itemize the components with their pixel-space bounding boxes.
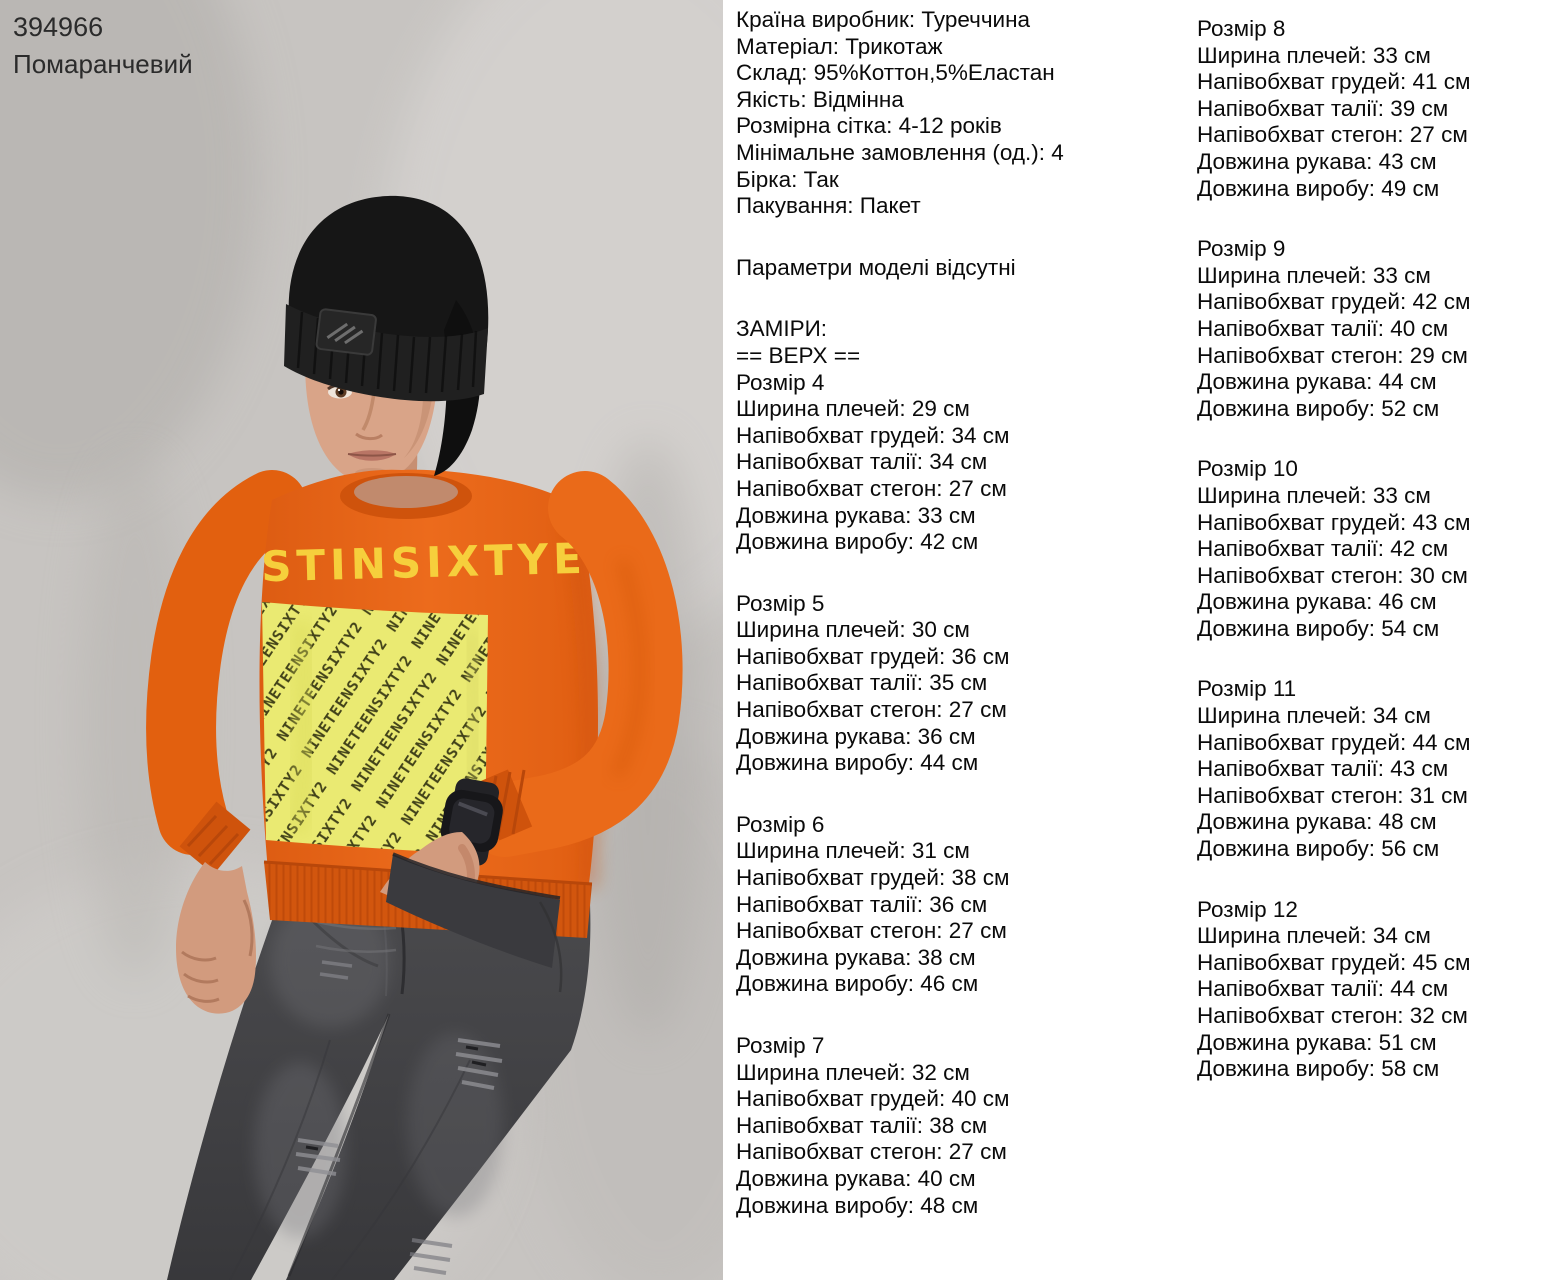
size-measure: Напівобхват талії: 42 см xyxy=(1197,536,1449,562)
photo-caption xyxy=(13,8,193,83)
size-measure: Напівобхват стегон: 31 см xyxy=(1197,782,1468,808)
measurements-section xyxy=(736,316,1188,555)
size-block xyxy=(1197,16,1557,202)
size-measure: Напівобхват грудей: 42 см xyxy=(1197,289,1471,315)
size-block xyxy=(1197,236,1557,422)
size-measure: Ширина плечей: 33 см xyxy=(1197,262,1431,288)
size-measure: Довжина рукава: 36 см xyxy=(736,723,976,749)
details-column xyxy=(736,0,1188,1219)
size-measure: Довжина виробу: 52 см xyxy=(1197,395,1440,421)
size-measure: Напівобхват грудей: 41 см xyxy=(1197,69,1471,95)
size-measure: Напівобхват стегон: 29 см xyxy=(1197,342,1468,368)
size-measure: Ширина плечей: 29 см xyxy=(736,396,970,422)
size-title: Розмір 4 xyxy=(736,369,825,395)
size-measure: Довжина виробу: 48 см xyxy=(736,1192,979,1218)
size-block xyxy=(1197,897,1557,1083)
size-measure: Напівобхват талії: 38 см xyxy=(736,1112,988,1138)
attribute-line: Бірка: Так xyxy=(736,166,839,192)
size-measure: Ширина плечей: 31 см xyxy=(736,838,970,864)
size-measure: Довжина виробу: 54 см xyxy=(1197,615,1440,641)
size-measure: Довжина рукава: 40 см xyxy=(736,1165,976,1191)
attribute-line: Матеріал: Трикотаж xyxy=(736,33,943,59)
attribute-line: Пакування: Пакет xyxy=(736,193,921,219)
attribute-line: Склад: 95%Коттон,5%Еластан xyxy=(736,60,1055,86)
size-measure: Довжина рукава: 44 см xyxy=(1197,369,1437,395)
size-title: Розмір 9 xyxy=(1197,236,1286,262)
size-measure: Довжина рукава: 51 см xyxy=(1197,1029,1437,1055)
size-measure: Напівобхват стегон: 30 см xyxy=(1197,562,1468,588)
size-measure: Довжина виробу: 42 см xyxy=(736,529,979,555)
size-measure: Довжина виробу: 56 см xyxy=(1197,836,1440,862)
size-measure: Напівобхват талії: 43 см xyxy=(1197,756,1449,782)
size-measure: Напівобхват грудей: 38 см xyxy=(736,865,1010,891)
size-title: Розмір 12 xyxy=(1197,896,1298,922)
size-title: Розмір 8 xyxy=(1197,16,1286,41)
size-measure: Ширина плечей: 32 см xyxy=(736,1059,970,1085)
size-measure: Ширина плечей: 34 см xyxy=(1197,923,1431,949)
product-code: 394966 xyxy=(13,12,104,42)
size-title: Розмір 10 xyxy=(1197,456,1298,482)
size-title: Розмір 6 xyxy=(736,811,825,837)
size-measure: Напівобхват стегон: 27 см xyxy=(736,697,1007,723)
product-color-name: Помаранчевий xyxy=(13,49,193,79)
attribute-line: Країна виробник: Туреччина xyxy=(736,7,1031,32)
size-measure: Напівобхват грудей: 44 см xyxy=(1197,729,1471,755)
size-measure: Напівобхват талії: 39 см xyxy=(1197,95,1449,121)
size-measure: Напівобхват талії: 36 см xyxy=(736,891,988,917)
size-measure: Напівобхват стегон: 27 см xyxy=(1197,122,1468,148)
section-header-top: == ВЕРХ == xyxy=(736,342,861,368)
size-measure: Довжина виробу: 44 см xyxy=(736,750,979,776)
size-measure: Напівобхват стегон: 27 см xyxy=(736,1139,1007,1165)
product-photo xyxy=(0,0,723,1280)
size-measure: Довжина виробу: 46 см xyxy=(736,971,979,997)
measurements-title: ЗАМІРИ: xyxy=(736,316,828,342)
size-measure: Ширина плечей: 33 см xyxy=(1197,42,1431,68)
size-block xyxy=(1197,676,1557,862)
sizes-column xyxy=(1197,0,1557,1083)
size-measure: Довжина рукава: 38 см xyxy=(736,944,976,970)
attribute-line: Мінімальне замовлення (од.): 4 xyxy=(736,139,1064,165)
size-measure: Напівобхват стегон: 32 см xyxy=(1197,1003,1468,1028)
chest-print-text: STINSIXTYE xyxy=(260,533,588,592)
size-block xyxy=(736,812,1188,998)
size-measure: Напівобхват грудей: 36 см xyxy=(736,643,1010,669)
size-measure: Довжина рукава: 33 см xyxy=(736,502,976,528)
size-measure: Довжина рукава: 48 см xyxy=(1197,809,1437,835)
size-measure: Довжина рукава: 43 см xyxy=(1197,148,1437,174)
size-title: Розмір 11 xyxy=(1197,676,1297,702)
size-block xyxy=(736,1033,1188,1219)
size-measure: Напівобхват талії: 40 см xyxy=(1197,315,1449,341)
size-measure: Напівобхват талії: 35 см xyxy=(736,670,988,696)
beanie-label xyxy=(316,309,376,356)
size-measure: Довжина рукава: 46 см xyxy=(1197,589,1437,615)
size-measure: Напівобхват стегон: 27 см xyxy=(736,475,1007,501)
size-measure: Напівобхват стегон: 27 см xyxy=(736,918,1007,944)
size-measure: Ширина плечей: 33 см xyxy=(1197,482,1431,508)
product-attributes xyxy=(736,7,1188,220)
size-measure: Напівобхват грудей: 43 см xyxy=(1197,509,1471,535)
attribute-line: Якість: Відмінна xyxy=(736,86,904,112)
size-measure: Ширина плечей: 30 см xyxy=(736,617,970,643)
size-measure: Довжина виробу: 58 см xyxy=(1197,1056,1440,1082)
size-title: Розмір 5 xyxy=(736,590,825,616)
size-title: Розмір 7 xyxy=(736,1033,825,1058)
size-measure: Напівобхват грудей: 45 см xyxy=(1197,949,1471,975)
size-measure: Напівобхват грудей: 40 см xyxy=(736,1086,1010,1112)
model-params-note: Параметри моделі відсутні xyxy=(736,254,1016,280)
model-illustration xyxy=(0,0,723,1280)
size-measure: Довжина виробу: 49 см xyxy=(1197,175,1440,201)
size-measure: Ширина плечей: 34 см xyxy=(1197,703,1431,729)
attribute-line: Розмірна сітка: 4-12 років xyxy=(736,113,1002,139)
size-measure: Напівобхват талії: 34 см xyxy=(736,449,988,475)
size-block xyxy=(736,591,1188,777)
size-measure: Напівобхват грудей: 34 см xyxy=(736,422,1010,448)
size-block xyxy=(1197,456,1557,642)
size-measure: Напівобхват талії: 44 см xyxy=(1197,976,1449,1002)
